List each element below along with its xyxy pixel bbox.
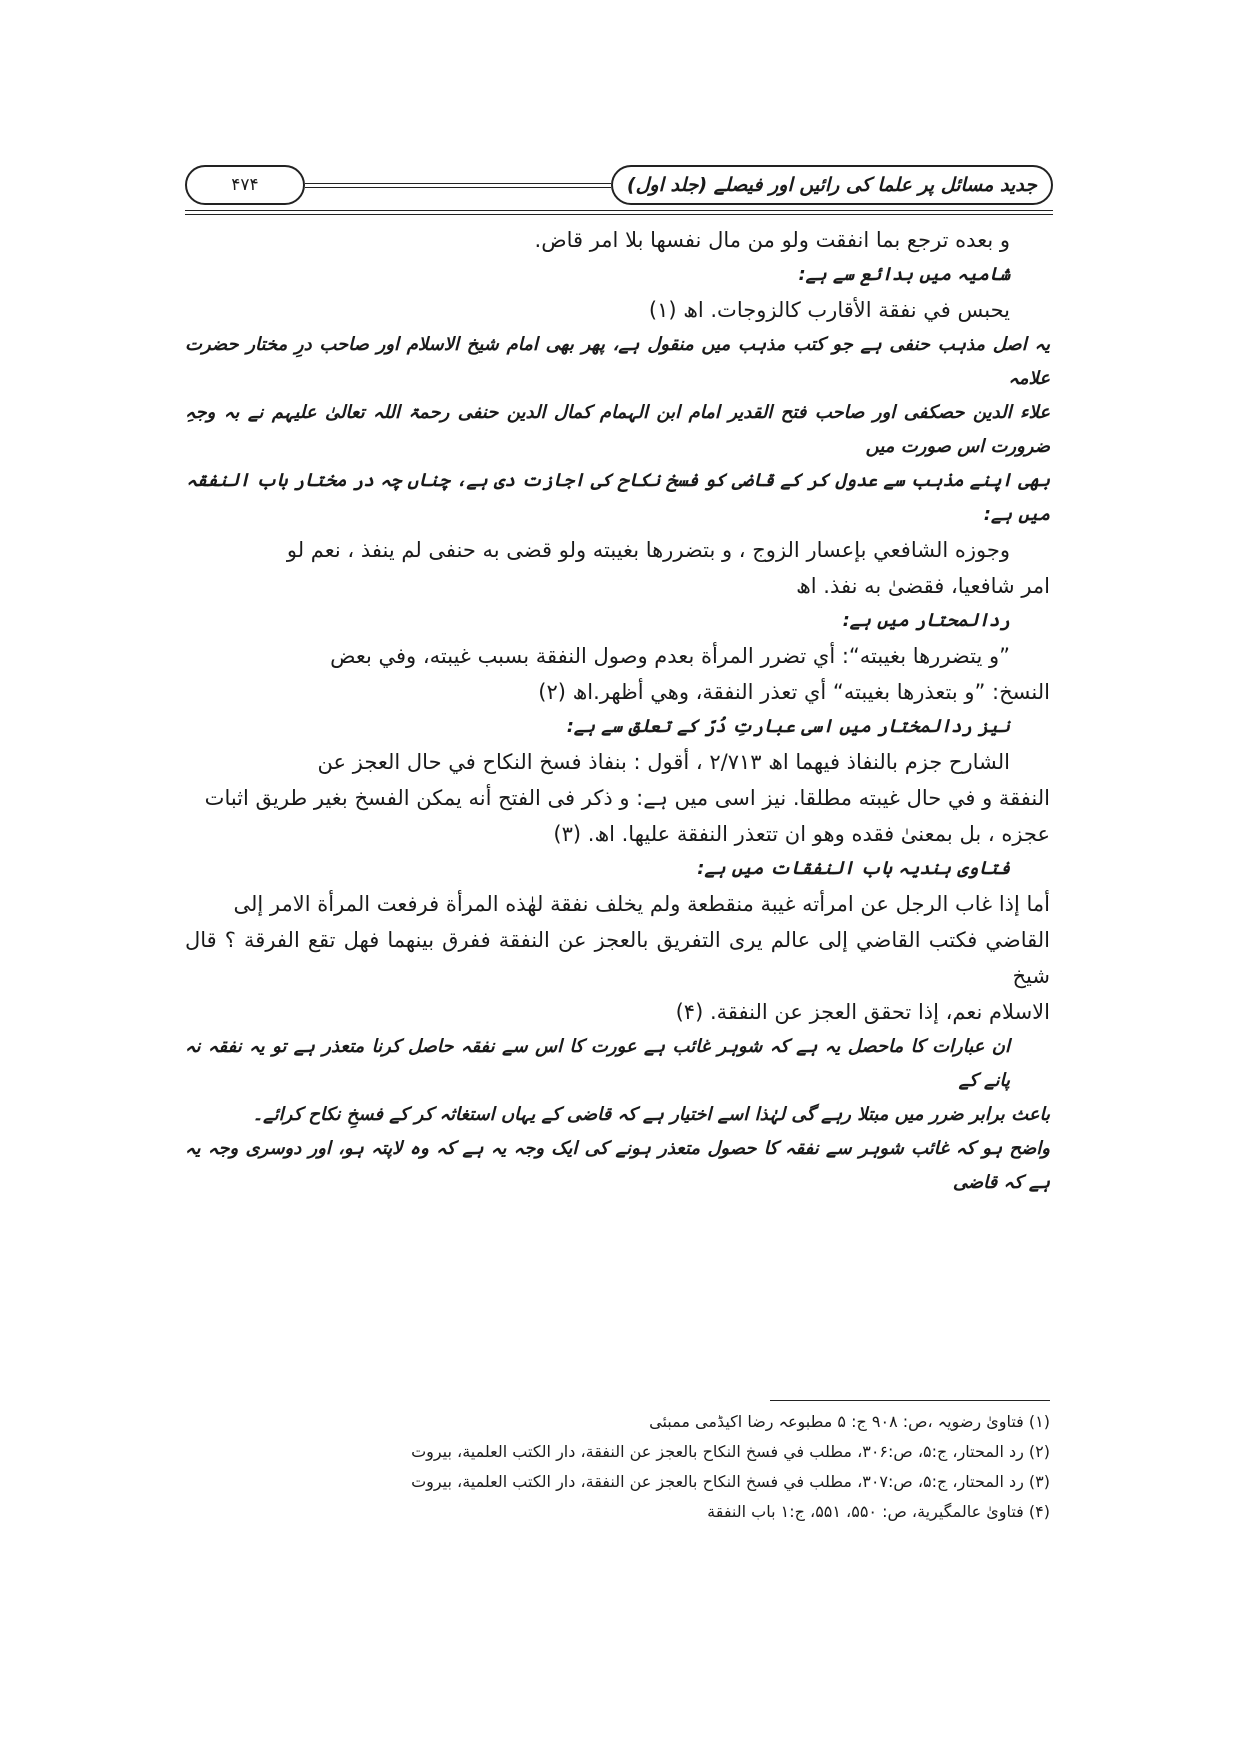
header-rule: [185, 210, 1053, 211]
body-line: ان عبارات کا ماحصل یہ ہے کہ شوہر غائب ہے عورت کا اس سے نفقہ حاصل کرنا متعذر ہے تو یہ نفقہ نہ پانے کے: [185, 1036, 1010, 1091]
body-line: يحبس في نفقة الأقارب كالزوجات. اھ (۱): [648, 298, 1010, 322]
header-rule: [185, 214, 1053, 215]
body-line: القاضي فكتب القاضي إلى عالم يرى التفريق بالعجز عن النفقة ففرق بينهما فهل تقع الفرقة ؟ قال شيخ: [185, 928, 1050, 988]
body-line: وجوزه الشافعي بإعسار الزوج ، و بتضررها بغيبته ولو قضى به حنفى لم ينفذ ، نعم لو: [286, 538, 1010, 562]
footnote-rule: [770, 1400, 1050, 1401]
body-line: النسخ: ”و بتعذرها بغيبته“ أي تعذر النفقة، وهي أظهر.اھ (۲): [538, 680, 1050, 704]
section-heading: فتاوی ہندیہ باب النفقات میں ہے:: [697, 858, 1010, 879]
section-heading: ردالمحتار میں ہے:: [842, 610, 1010, 631]
body-line: ”و يتضررها بغيبته“: أي تضرر المرأة بعدم وصول النفقة بسبب غيبته، وفي بعض: [330, 644, 1010, 668]
body-line: علاء الدین حصکفی اور صاحب فتح القدیر امام ابن الہمام کمال الدین حنفی رحمۃ اللہ تعالیٰ علیہم نے بہ وجہِ ضرورت اس صورت میں: [185, 402, 1050, 457]
running-header: [185, 165, 1053, 205]
body-line: واضح ہو کہ غائب شوہر سے نفقہ کا حصول متعذر ہونے کی ایک وجہ یہ ہے کہ وہ لاپتہ ہو، اور دوسری وجہ یہ ہے کہ قاضی: [185, 1138, 1050, 1193]
footnote: (۴) فتاویٰ عالمگیرية، ص: ۵۵۰، ۵۵۱، ج:۱ باب النفقة: [707, 1502, 1050, 1521]
section-heading: شامیہ میں بدائع سے ہے:: [798, 264, 1010, 285]
footnote: (۲) رد المحتار، ج:۵، ص:۳۰۶، مطلب في فسخ النكاح بالعجز عن النفقة، دار الكتب العلمية، بيروت: [411, 1442, 1050, 1461]
body-line: الشارح جزم بالنفاذ فيهما اھ ۲/۷۱۳ ، أقول : بنفاذ فسخ النكاح في حال العجز عن: [317, 750, 1010, 774]
body-line: بھی اپنے مذہب سے عدول کر کے قاضی کو فسخ نکاح کی اجازت دی ہے، چناں چہ در مختار باب النفقہ میں ہے:: [186, 470, 1050, 525]
body-line: باعث برابر ضرر میں مبتلا رہے گی لہٰذا اسے اختیار ہے کہ قاضی کے یہاں استغاثہ کر کے فسخِ نکاح کرائے۔: [252, 1104, 1050, 1125]
page-number: ۴۷۴: [185, 165, 305, 205]
body-line: امر شافعيا، فقضیٰ به نفذ. اھ: [796, 574, 1050, 598]
page-body: [185, 222, 1050, 1527]
body-line: و بعده ترجع بما انفقت ولو من مال نفسها بلا امر قاض.: [534, 228, 1010, 252]
body-line: یہ اصل مذہب حنفی ہے جو کتب مذہب میں منقول ہے، پھر بھی امام شیخ الاسلام اور صاحب درِ مختار حضرت علامہ: [185, 334, 1050, 389]
running-header-title: جدید مسائل پر علما کی رائیں اور فیصلے (جلد اول): [611, 165, 1053, 205]
body-line: الاسلام نعم، إذا تحقق العجز عن النفقة. (۴): [675, 1000, 1050, 1024]
header-connector-line: [305, 183, 611, 188]
body-line: أما إذا غاب الرجل عن امرأته غيبة منقطعة ولم يخلف نفقة لهٰذه المرأة فرفعت المرأة الامر إلى: [233, 892, 1050, 916]
section-heading: نیز ردالمختار میں اسی عبارتِ دُرّ کے تعلق سے ہے:: [566, 716, 1010, 737]
body-line: النفقة و في حال غيبته مطلقا. نیز اسی میں ہے: و ذكر فى الفتح أنه يمكن الفسخ بغير طريق اثبات: [204, 786, 1050, 810]
body-line: عجزه ، بل بمعنیٰ فقده وهو ان تتعذر النفقة عليها. اھ. (۳): [553, 822, 1050, 846]
footnote: (۳) رد المحتار، ج:۵، ص:۳۰۷، مطلب في فسخ النكاح بالعجز عن النفقة، دار الكتب العلمية، بيروت: [411, 1472, 1050, 1491]
footnote: (۱) فتاویٰ رضویہ ،ص: ۹۰۸ ج: ۵ مطبوعہ رضا اکیڈمی ممبئی: [649, 1412, 1050, 1431]
